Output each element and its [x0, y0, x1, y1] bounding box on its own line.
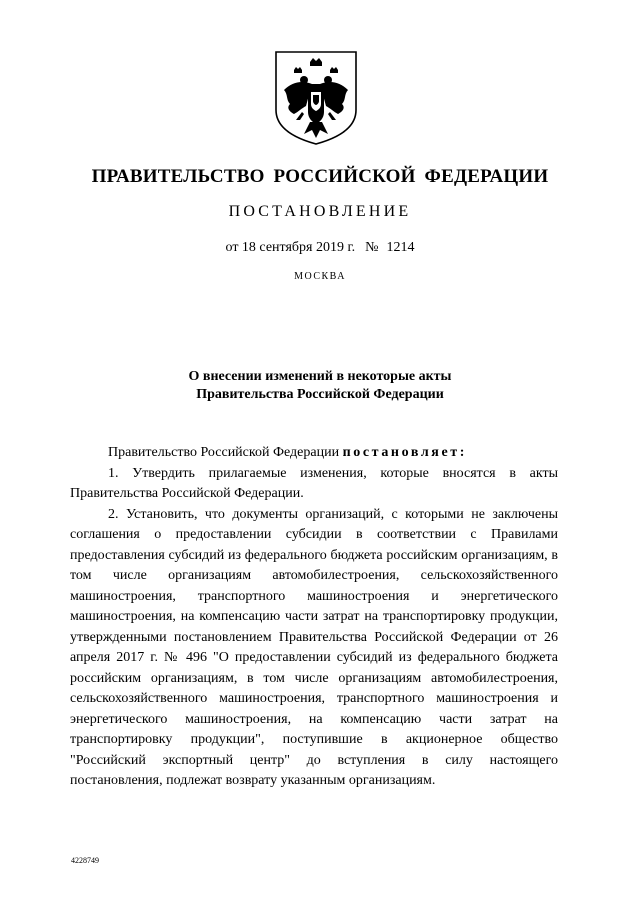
- intro-paragraph: [70, 443, 558, 464]
- paragraph-2: 2. Установить, что документы организаций, с которыми не заключены соглашения о предоставлении субсидии в соответствии с Правилами предоставления субсидий из федерального бюджета российским организациям, в том числе организациям автомобилестроения, сельскохозяйственного машиностроения, транспортного машиностроения и энергетического машиностроения, на компенсацию части затрат на транспортировку продукции, утвержденными постановлением Правительства Российской Федерации от 26 апреля 2017 г. № 496 "О предоставлении субсидий из федерального бюджета российским организациям, в том числе организациям автомобилестроения, сельскохозяйственного машиностроения, транспортного машиностроения и энергетического машиностроения, на компенсацию части затрат на транспортировку продукции", поступившие в акционерное общество "Российский экспортный центр" до вступления в силу настоящего постановления, подлежат возврату указанным организациям.: [70, 506, 558, 788]
- intro-text: Правительство Российской Федерации: [108, 445, 343, 460]
- decree-body: [70, 443, 558, 792]
- decree-number: 1214: [386, 240, 415, 255]
- subject-line-2: Правительства Российской Федерации: [196, 387, 444, 402]
- paragraph-1: 1. Утвердить прилагаемые изменения, которые вносятся в акты Правительства Российской Федерации.: [70, 465, 558, 501]
- decree-subject: [0, 368, 640, 404]
- number-sign: №: [365, 240, 379, 255]
- city: МОСКВА: [294, 271, 346, 282]
- subject-line-1: О внесении изменений в некоторые акты: [188, 369, 452, 384]
- document-code: 4228749: [71, 856, 99, 865]
- government-title: ПРАВИТЕЛЬСТВО РОССИЙСКОЙ ФЕДЕРАЦИИ: [91, 166, 549, 187]
- intro-verb: постановляет:: [342, 445, 467, 460]
- decree-date: от 18 сентября 2019 г.: [225, 240, 356, 255]
- decree-date-line: [0, 240, 640, 256]
- decree-type: ПОСТАНОВЛЕНИЕ: [228, 203, 412, 220]
- coat-of-arms-icon: [272, 50, 360, 146]
